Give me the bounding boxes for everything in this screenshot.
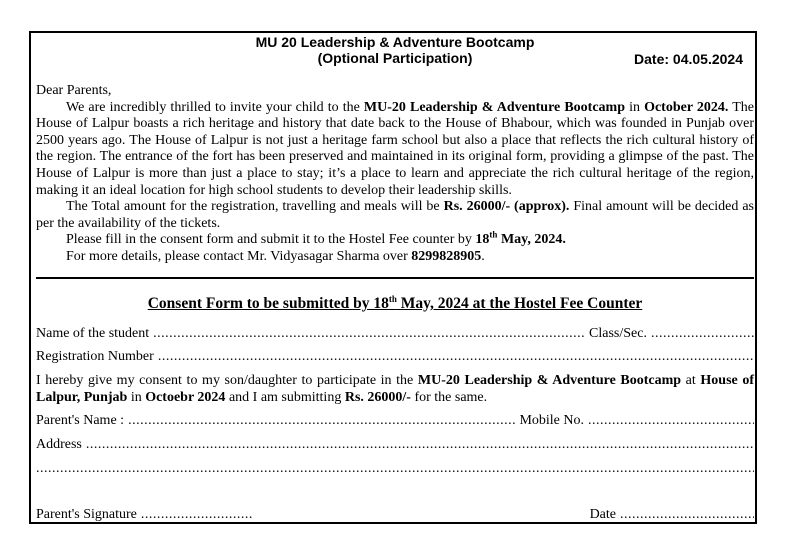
text-run: . [481,248,485,264]
text-run: May, 2024 at the Hostel Fee Counter [396,295,643,312]
registration-field[interactable] [158,348,754,366]
text-run: at [681,373,701,388]
ordinal-suffix: th [489,229,498,240]
amount: Rs. 26000/- [344,389,411,405]
bootcamp-name: MU-20 Leadership & Adventure Bootcamp [363,99,625,115]
venue: House of Lalpur, Punjab [36,373,754,405]
text-run: for the same. [410,389,488,405]
mobile-label: Mobile No. [519,413,584,428]
deadline-month: May, 2024. [497,232,566,248]
amount: Rs. 26000/- (approx). [443,199,570,215]
address-field-line-2[interactable] [36,460,754,478]
student-name-row [36,325,754,343]
parent-name-row [36,412,754,430]
signature-label: Parent's Signature [36,507,137,522]
text-run: and I am submitting [225,389,345,405]
date-field[interactable] [620,506,754,524]
parent-name-field[interactable] [128,412,515,430]
signature-row [36,506,754,524]
address-row-2 [36,460,754,478]
text-run: Consent Form to be submitted by 18 [147,295,389,312]
address-row [36,436,754,454]
text-run: in [127,389,146,405]
parent-name-label: Parent's Name : [36,413,125,428]
salutation: Dear Parents, [36,83,112,98]
text-run: Please fill in the consent form and submit it to the Hostel Fee counter by [66,232,476,248]
consent-form-title [31,295,759,313]
event-month: October 2024. [644,99,729,115]
deadline-day: 18 [475,232,490,248]
student-name-field[interactable] [153,325,585,343]
ordinal-suffix: th [388,293,397,304]
section-divider [36,277,754,279]
document-date: Date: 04.05.2024 [634,51,743,67]
consent-letter-frame [29,31,757,524]
address-label: Address [36,437,82,452]
consent-text [36,373,754,406]
text-run: We are incredibly thrilled to invite your child to the [66,99,364,115]
letter-paragraph-deadline [36,229,754,249]
letter-paragraph-amount [36,199,754,232]
text-run: For more details, please contact Mr. Vidyasagar Sharma over [66,248,412,264]
text-run: Final amount will be decided as per the availability of the tickets. [36,199,754,231]
address-field-line-1[interactable] [86,436,754,454]
registration-label: Registration Number [36,349,154,364]
text-run: The House of Lalpur boasts a rich heritage and history that date back to the House of Bhabour, which was founded in Punjab over 2500 years ago. The House of Lalpur is not just a heritage farm school but also a place that reflects the rich cultural history of the region. The entrance of the fort has been preserved and maintained in its original form, providing a glimpse of the past. The House of Lalpur is more than just a place to stay; it’s a place to learn and appreciate the rich cultural heritage of the region, making it an ideal location for high school students to develop their leadership skills. [36,99,755,198]
student-name-label: Name of the student [36,326,150,341]
signature-field[interactable] [141,506,252,524]
document-subtitle: (Optional Participation) [317,50,473,66]
letter-paragraph-contact [36,249,754,266]
text-run: in [625,99,645,115]
document-title: MU 20 Leadership & Adventure Bootcamp [255,34,535,50]
text-run: The Total amount for the registration, travelling and meals will be [66,199,444,215]
date-label: Date [589,507,616,522]
registration-row [36,348,754,366]
event-month: Octoebr 2024 [145,389,226,405]
mobile-field[interactable] [588,412,754,430]
text-run: I hereby give my consent to my son/daughter to participate in the [36,373,418,388]
letter-body [36,83,754,266]
letter-paragraph-invite [36,100,754,200]
contact-number: 8299828905 [411,248,482,264]
class-label: Class/Sec. [589,326,647,341]
consent-statement [36,373,754,406]
bootcamp-name: MU-20 Leadership & Adventure Bootcamp [417,373,682,388]
class-field[interactable] [651,325,754,343]
